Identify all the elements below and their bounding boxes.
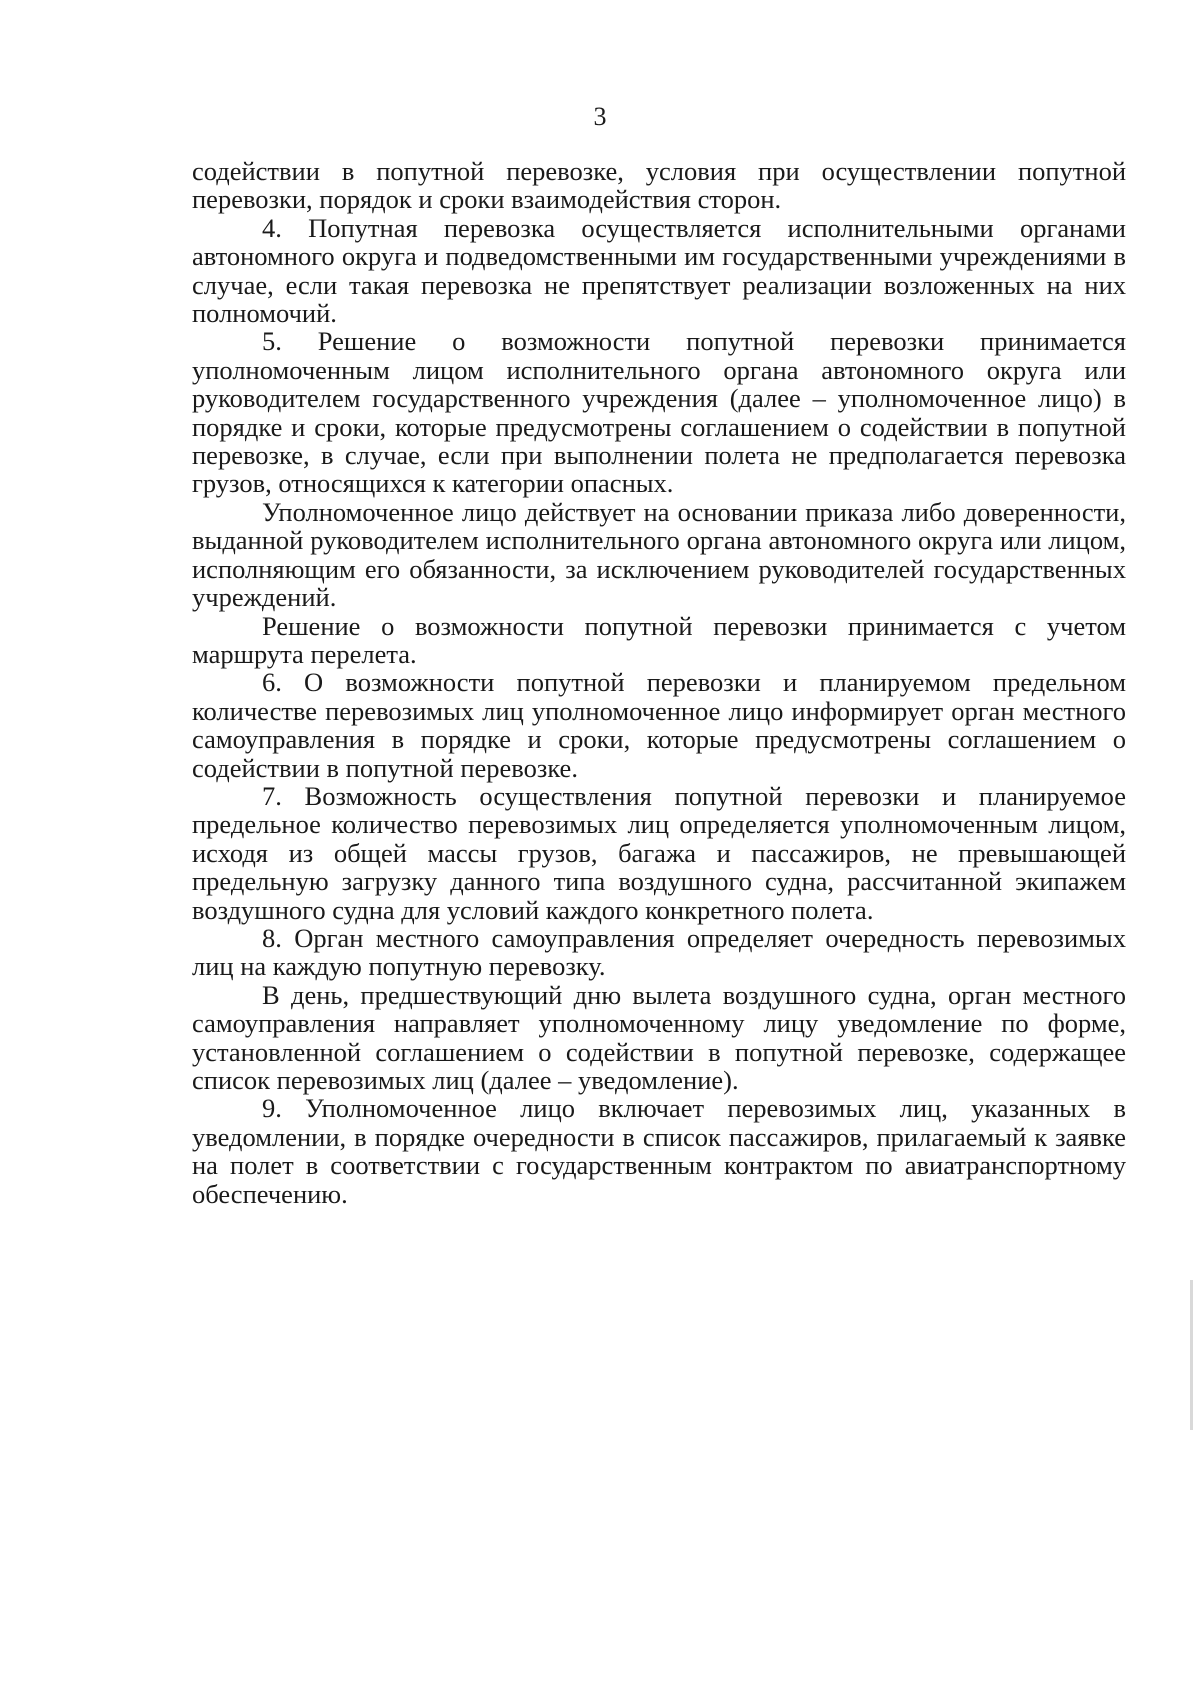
paragraph-item-8: 8. Орган местного самоуправления определяет очередность перевозимых лиц на каждую попутную перевозку. — [192, 922, 1126, 982]
paragraph-item-4: 4. Попутная перевозка осуществляется исполнительными органами автономного округа и подведомственными им государственными учреждениями в случае, если такая перевозка не препятствует реализации возложенных на них полномочий. — [192, 212, 1126, 329]
page-number: 3 — [593, 102, 607, 131]
paragraph-item-5: 5. Решение о возможности попутной перевозки принимается уполномоченным лицом исполнительного органа автономного округа или руководителем государственного учреждения (далее – уполномоченное лицо) в порядке и сроки, которые предусмотрены соглашением о содействии в попутной перевозке, в случае, если при выполнении полета не предполагается перевозка грузов, относящихся к категории опасных. — [192, 326, 1126, 499]
paragraph-authorized-person: Уполномоченное лицо действует на основании приказа либо доверенности, выданной руководителем исполнительного органа автономного округа или лицом, исполняющим его обязанности, за исключением руководителей государственных учреждений. — [192, 496, 1126, 613]
paragraph-continuation: содействии в попутной перевозке, условия при осуществлении попутной перевозки, порядок и сроки взаимодействия сторон. — [192, 156, 1126, 215]
paragraph-notification: В день, предшествующий дню вылета воздушного судна, орган местного самоуправления направляет уполномоченному лицу уведомление по форме, установленной соглашением о содействии в попутной перевозке, содержащее список перевозимых лиц (далее – уведомление). — [192, 979, 1126, 1095]
paragraph-item-9: 9. Уполномоченное лицо включает перевозимых лиц, указанных в уведомлении, в порядке очередности в список пассажиров, прилагаемый к заявке на полет в соответствии с государственным контрактом по авиатранспортному обеспечению. — [192, 1093, 1126, 1209]
document-body — [192, 157, 1126, 1208]
paragraph-route-decision: Решение о возможности попутной перевозки принимается с учетом маршрута перелета. — [192, 610, 1126, 669]
paragraph-item-6: 6. О возможности попутной перевозки и планируемом предельном количестве перевозимых лиц уполномоченное лицо информирует орган местного самоуправления в порядке и сроки, которые предусмотрены соглашением о содействии в попутной перевозке. — [192, 667, 1126, 783]
scan-edge-shadow — [1190, 1280, 1193, 1430]
paragraph-item-7: 7. Возможность осуществления попутной перевозки и планируемое предельное количество перевозимых лиц определяется уполномоченным лицом, исходя из общей массы грузов, багажа и пассажиров, не превышающей предельную загрузку данного типа воздушного судна, рассчитанной экипажем воздушного судна для условий каждого конкретного полета. — [192, 780, 1126, 925]
